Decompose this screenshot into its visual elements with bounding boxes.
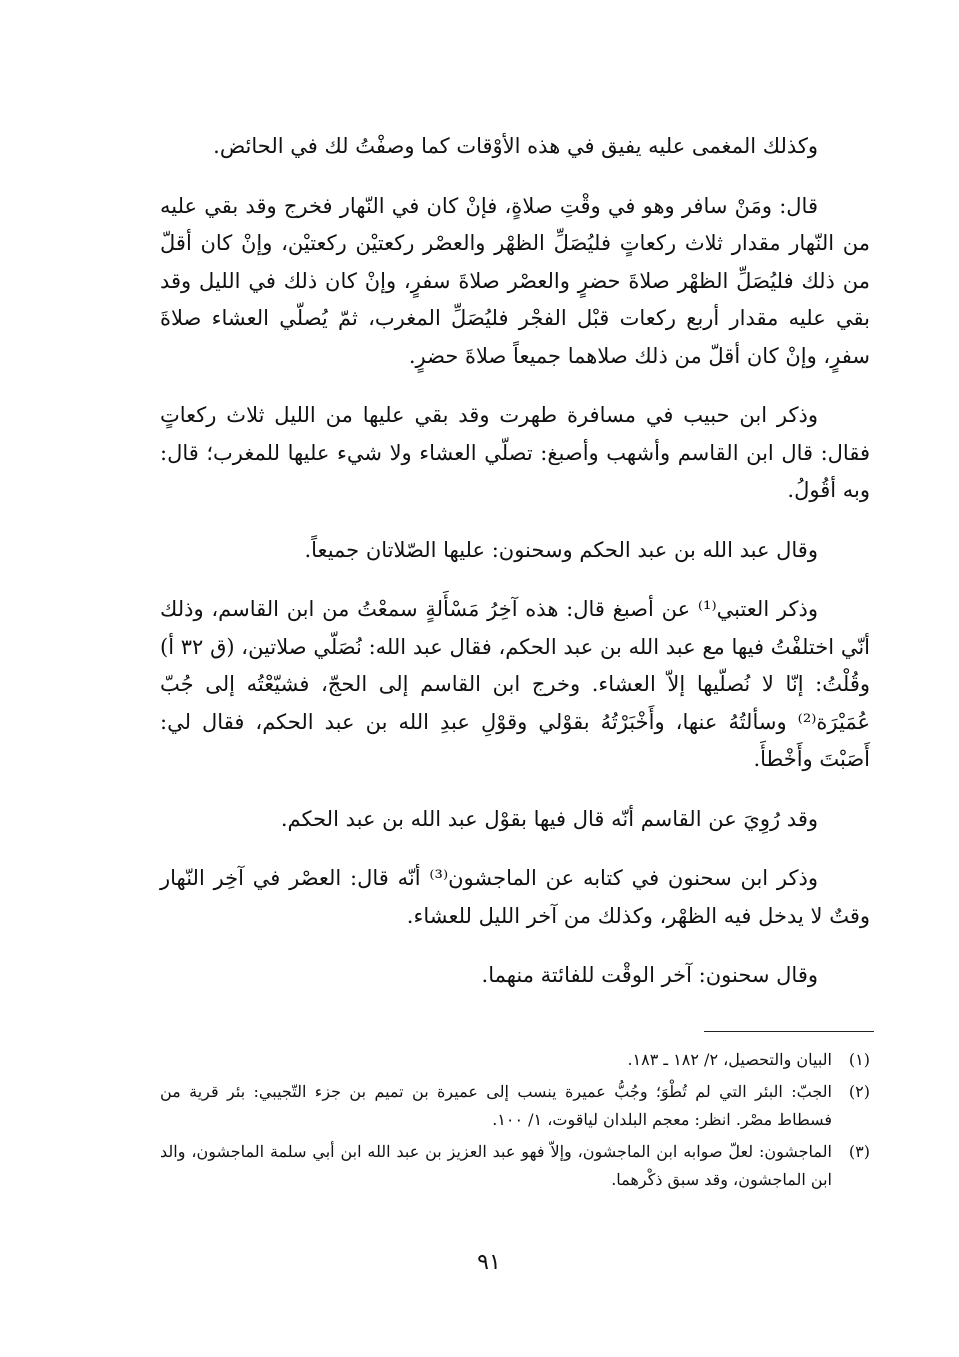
paragraph-7: وذكر ابن سحنون في كتابه عن الماجشون⁽³⁾ أنّه قال: العصْر في آخِر النّهار وقتٌ لا يدخل فيه الظهْر، وكذلك من آخر الليل للعشاء.: [160, 866, 870, 928]
paragraph-5: وذكر العتبي⁽¹⁾ عن أصبغ قال: هذه آخِرُ مَسْأَلةٍ سمعْتُ من ابن القاسم، وذلك أنّي اختلفْتُ فيها مع عبد الله بن عبد الحكم، فقال عبد الله: نُصَلّي صلاتين، (ق ٣٢ أ) وقُلْتُ: إنّا لا نُصلّيها إلاّ العشاء. وخرج ابن القاسم إلى الحجّ، فشيّعْتُه إلى جُبّ عُمَيْرَة⁽²⁾ وسألتُهُ عنها، وأَخْبَرْتُهُ بقوْلي وقوْلِ عبدِ الله بن عبد الحكم، فقال لي: أَصَبْتَ وأَخْطأَ.: [160, 597, 871, 771]
paragraph-2: قال: ومَنْ سافر وهو في وقْتِ صلاةٍ، فإنْ كان في النّهار فخرج وقد بقي عليه من النّهار مقدار ثلاث ركعاتٍ فليُصَلِّ الظهْر والعصْر ركعتيْن ركعتيْن، وإنْ كان أقلّ من ذلك فليُصَلِّ الظهْر صلاةَ حضرٍ والعصْر صلاةَ سفرٍ، وإنْ كان ذلك في الليل وقد بقي عليه مقدار أربع ركعات قبْل الفجْر فليُصَلِّ المغرب، ثمّ يُصلّي العشاء صلاةَ سفرٍ، وإنْ كان أقلّ من ذلك صلاهما جميعاً صلاةَ حضرٍ.: [160, 193, 870, 368]
footnote-number: (٣): [848, 1142, 870, 1161]
paragraph-4: وقال عبد الله بن عبد الحكم وسحنون: عليها الصّلاتان جميعاً.: [304, 537, 818, 562]
paragraph-6: وقد رُوِيَ عن القاسم أنّه قال فيها بقوْل عبد الله بن عبد الحكم.: [280, 806, 818, 831]
footnotes: [160, 1046, 870, 1198]
paragraph-8: وقال سحنون: آخر الوقْت للفائتة منهما.: [481, 963, 818, 987]
paragraph-1: وكذلك المغمى عليه يفيق في هذه الأوْقات كما وصفْتُ لك في الحائض.: [213, 134, 818, 158]
footnote-number: (٢): [848, 1082, 870, 1101]
footnote-number: (١): [848, 1050, 870, 1069]
footnote-item: [160, 1078, 870, 1134]
paragraph-3: وذكر ابن حبيب في مسافرة طهرت وقد بقي عليها من الليل ثلاث ركعاتٍ فقال: قال ابن القاسم وأشهب وأصبغ: تصلّي العشاء ولا شيء عليها للمغرب؛ قال: وبه أقُولُ.: [160, 403, 870, 502]
footnote-item: [160, 1046, 870, 1074]
footnote-item: [160, 1138, 870, 1194]
page-body: [160, 128, 870, 1017]
footnote-text: البيان والتحصيل، ٢/ ١٨٢ ـ ١٨٣.: [627, 1050, 832, 1069]
page-number: ٩١: [477, 1250, 501, 1275]
footnote-divider: [704, 1031, 874, 1032]
footnote-text: الجبّ: البئر التي لم تُطْوَ؛ وجُبُّ عميرة ينسب إلى عميرة بن تميم بن جزء التّجيبي: بئر قرية من فسطاط مصْر. انظر: معجم البلدان لياقوت، ١/ ١٠٠.: [160, 1082, 832, 1129]
footnote-text: الماجشون: لعلّ صوابه ابن الماجشون، وإلاّ فهو عبد العزيز بن عبد الله ابن أبي سلمة الماجشون، والد ابن الماجشون، وقد سبق ذكْرهما.: [160, 1142, 832, 1189]
